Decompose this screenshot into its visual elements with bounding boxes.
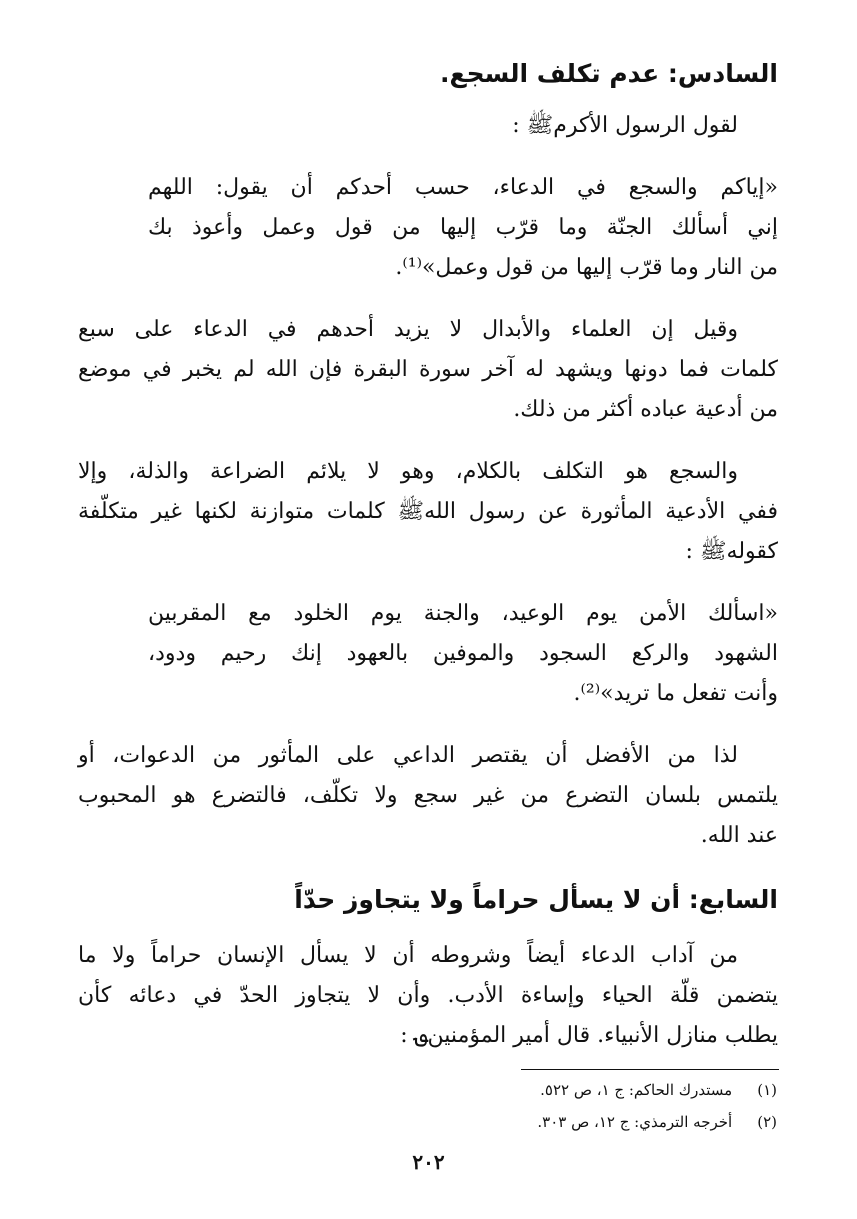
paragraph-etiquette [78, 936, 778, 1056]
quote-line: إني أسألك الجنّة وما قرّب إليها من قول وعمل وأعوذ بك [148, 215, 778, 240]
footnote [277, 1106, 777, 1138]
paragraph-conclusion [78, 736, 778, 856]
quote-line: وأنت تفعل ما تريد»⁽²⁾. [573, 681, 778, 706]
paragraph-line: يتضمن قلّة الحياء وإساءة الأدب. وأن لا يتجاوز الحدّ في دعائه كأن [78, 983, 778, 1008]
quote-line: «اسألك الأمن يوم الوعيد، والجنة يوم الخلود مع المقربين [148, 601, 778, 626]
footnote-number: (١) [757, 1081, 777, 1099]
intro-line: لقول الرسول الأكرمﷺ : [512, 113, 738, 138]
quote-line: الشهود والركع السجود والموفين بالعهود إنك رحيم ودود، [148, 641, 778, 666]
section-heading-7: السابع: أن لا يسأل حراماً ولا يتجاوز حدّاً [294, 885, 778, 914]
paragraph-seven-words [78, 310, 778, 430]
footnote-text: مستدرك الحاكم: ج ١، ص ٥٢٢. [540, 1081, 733, 1099]
footnotes [277, 1074, 777, 1138]
paragraph-line: عند الله. [700, 823, 778, 848]
page-number: ٢٠٢ [412, 1150, 445, 1174]
paragraph-line: كلمات فما دونها ويشهد له آخر سورة البقرة فإن الله لم يخبر في موضع [78, 357, 778, 382]
paragraph-line: كقولهﷺ : [685, 539, 778, 564]
footnote-text: أخرجه الترمذي: ج ١٢، ص ٣٠٣. [537, 1113, 733, 1131]
quote-line: من النار وما قرّب إليها من قول وعمل»⁽¹⁾. [395, 255, 778, 280]
paragraph-line: يطلب منازل الأنبياء. قال أمير المؤمنين؈ : [400, 1023, 778, 1048]
paragraph-line: من أدعية عباده أكثر من ذلك. [513, 397, 778, 422]
paragraph-line: ففي الأدعية المأثورة عن رسول اللهﷺ كلمات متوازنة لكنها غير متكلّفة [78, 499, 778, 524]
paragraph-line: والسجع هو التكلف بالكلام، وهو لا يلائم الضراعة والذلة، وإلا [78, 459, 738, 484]
paragraph-line: وقيل إن العلماء والأبدال لا يزيد أحدهم في الدعاء على سبع [78, 317, 738, 342]
footnote [277, 1074, 777, 1106]
hadith-quote-1 [78, 168, 778, 288]
paragraph-line: من آداب الدعاء أيضاً وشروطه أن لا يسأل الإنسان حراماً ولا ما [78, 943, 738, 968]
quote-line: «إياكم والسجع في الدعاء، حسب أحدكم أن يقول: اللهم [148, 175, 778, 200]
paragraph-line: لذا من الأفضل أن يقتصر الداعي على المأثور من الدعوات، أو [78, 743, 738, 768]
footnote-divider [521, 1069, 779, 1070]
page-body [78, 52, 778, 1056]
section-heading-6: السادس: عدم تكلف السجع. [440, 59, 778, 88]
paragraph-rhyme-definition [78, 452, 778, 572]
footnote-number: (٢) [757, 1113, 777, 1131]
paragraph-line: يلتمس بلسان التضرع من غير سجع ولا تكلّف، فالتضرع هو المحبوب [78, 783, 778, 808]
hadith-quote-2 [78, 594, 778, 714]
